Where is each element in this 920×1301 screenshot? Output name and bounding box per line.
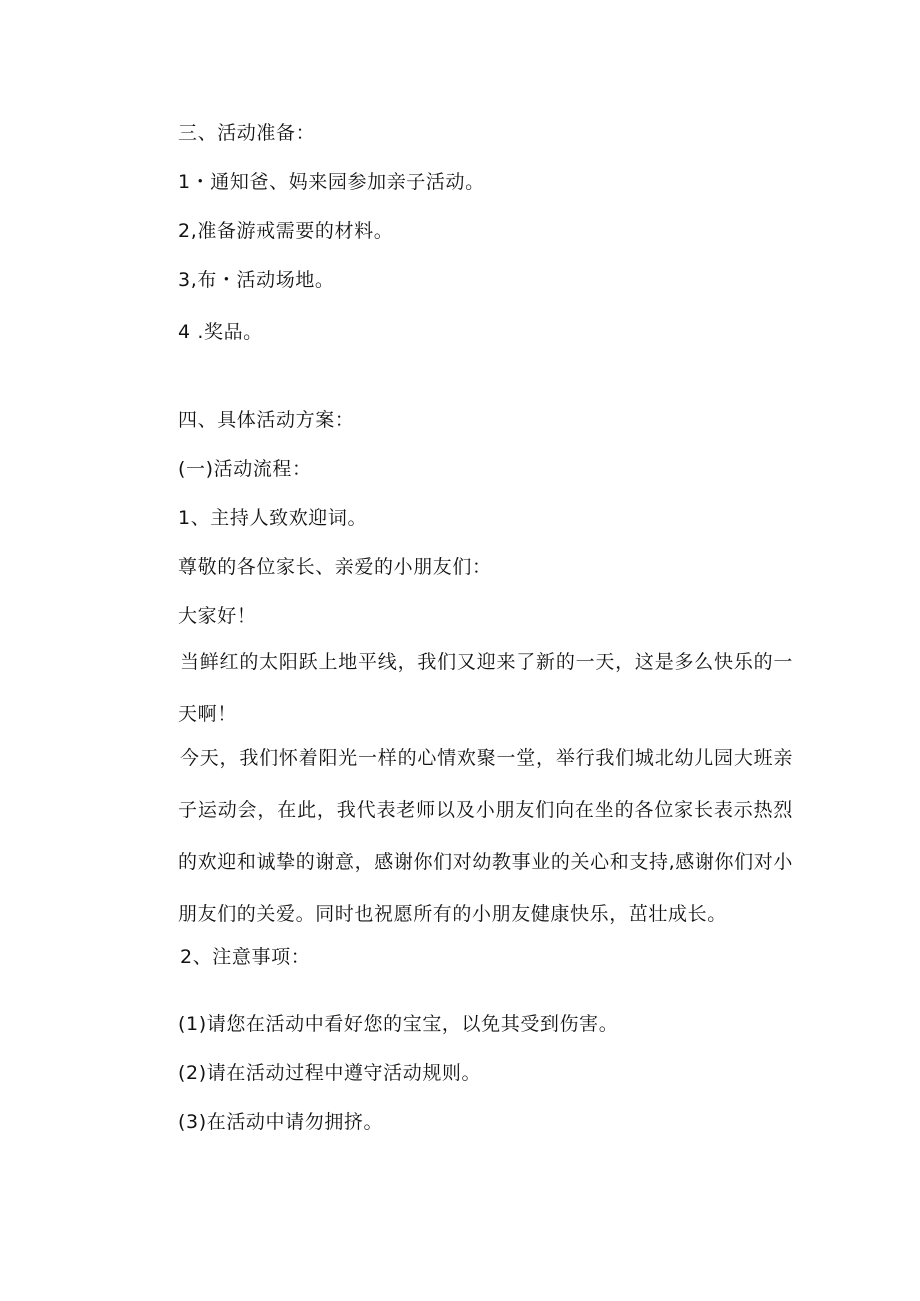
note-item-1: (1)请您在活动中看好您的宝宝，以免其受到伤害。	[178, 1013, 619, 1035]
step-1-welcome: 1、主持人致欢迎词。	[178, 507, 368, 529]
preparation-item-4: 4 .奖品。	[178, 321, 263, 343]
subheading-process: (一)活动流程：	[178, 458, 312, 480]
section-heading-plan: 四、具体活动方案：	[178, 409, 355, 431]
paragraph-sunrise: 当鲜红的太阳跃上地平线，我们又迎来了新的一天，这是多么快乐的一天啊！	[178, 651, 793, 725]
paragraph-welcome-speech: 今天，我们怀着阳光一样的心情欢聚一堂，举行我们城北幼儿园大班亲子运动会，在此，我代表老师以及小朋友们向在坐的各位家长表示热烈的欢迎和诚挚的谢意，感谢你们对幼教事业的关心和支持,感谢你们对小朋友们的关爱。同时也祝愿所有的小朋友健康快乐，茁壮成长。	[178, 747, 793, 925]
section-heading-preparation: 三、活动准备：	[178, 122, 316, 144]
preparation-item-3: 3,布・活动场地。	[178, 269, 335, 291]
hello-line: 大家好！	[178, 605, 257, 627]
preparation-item-2: 2,准备游戒需要的材料。	[178, 220, 394, 242]
preparation-item-1: 1・通知爸、妈来园参加亲子活动。	[178, 171, 485, 193]
note-item-2: (2)请在活动过程中遵守活动规则。	[178, 1062, 482, 1084]
step-2-notes: 2、注意事项：	[180, 946, 311, 968]
greeting-line: 尊敬的各位家长、亲爱的小朋友们：	[178, 556, 492, 578]
note-item-3: (3)在活动中请勿拥挤。	[178, 1111, 384, 1133]
